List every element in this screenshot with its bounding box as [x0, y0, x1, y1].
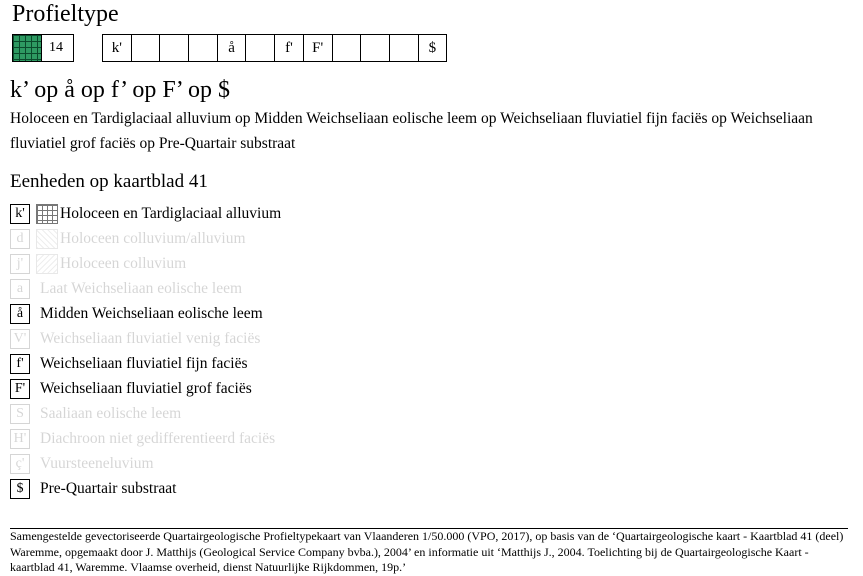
unit-symbol: d: [10, 229, 30, 249]
legend-item: [10, 301, 530, 326]
unit-symbol: F': [10, 379, 30, 399]
legend-item: [10, 351, 530, 376]
unit-label: Saaliaan eolische leem: [40, 404, 182, 422]
profile-sequence: [102, 34, 447, 62]
legend-item: [10, 226, 530, 251]
profile-description: Holoceen en Tardiglaciaal alluvium op Midden Weichseliaan eolische leem op Weichseliaan fluviatiel fijn faciës op Weichseliaan fluviatiel grof faciës op Pre-Quartair substraat: [10, 110, 813, 152]
unit-label: Laat Weichseliaan eolische leem: [40, 279, 243, 297]
sequence-cell: k': [102, 34, 132, 62]
unit-label: Holoceen en Tardiglaciaal alluvium: [60, 204, 282, 222]
unit-label: Holoceen colluvium/alluvium: [60, 229, 246, 247]
unit-label: Weichseliaan fluviatiel fijn faciës: [40, 354, 248, 372]
unit-label: Weichseliaan fluviatiel grof faciës: [40, 379, 252, 397]
profile-type-code: 14: [42, 34, 74, 62]
sequence-cell: [159, 34, 189, 62]
page-title: Profieltype: [12, 1, 119, 27]
unit-label: Holoceen colluvium: [60, 254, 187, 272]
unit-symbol: H': [10, 429, 30, 449]
unit-symbol: S: [10, 404, 30, 424]
sequence-cell: [360, 34, 390, 62]
hatch-pattern-icon: [36, 254, 58, 274]
sequence-cell: å: [217, 34, 247, 62]
legend-item: [10, 401, 530, 426]
hatch-pattern-icon: [36, 229, 58, 249]
sequence-cell: F': [303, 34, 333, 62]
legend-item: [10, 426, 530, 451]
legend-item: [10, 251, 530, 276]
units-legend: [10, 201, 530, 501]
legend-item: [10, 326, 530, 351]
unit-label: Midden Weichseliaan eolische leem: [40, 304, 263, 322]
unit-label: Vuursteeneluvium: [40, 454, 154, 472]
sequence-cell: [188, 34, 218, 62]
unit-symbol: ç': [10, 454, 30, 474]
legend-item: [10, 201, 530, 226]
unit-symbol: a: [10, 279, 30, 299]
sequence-cell: f': [274, 34, 304, 62]
legend-item: [10, 376, 530, 401]
unit-symbol: å: [10, 304, 30, 324]
unit-label: Weichseliaan fluviatiel venig faciës: [40, 329, 261, 347]
unit-symbol: $: [10, 479, 30, 499]
unit-symbol: V': [10, 329, 30, 349]
unit-label: Diachroon niet gedifferentieerd faciës: [40, 429, 276, 447]
unit-symbol: j': [10, 254, 30, 274]
sequence-cell: [389, 34, 419, 62]
legend-item: [10, 451, 530, 476]
legend-item: [10, 276, 530, 301]
profile-color-swatch: [12, 34, 42, 62]
sequence-cell: [332, 34, 362, 62]
sequence-cell: $: [418, 34, 448, 62]
grid-pattern-icon: [36, 204, 58, 224]
unit-symbol: f': [10, 354, 30, 374]
unit-symbol: k': [10, 204, 30, 224]
units-heading: Eenheden op kaartblad 41: [10, 171, 208, 192]
source-note: Samengestelde gevectoriseerde Quartairgeologische Profieltypekaart van Vlaanderen 1/50.000 (VPO, 2017), op basis van de ‘Quartairgeologische kaart - Kaartblad 41 (deel) Waremme, opgemaakt door J. Matthijs (Geological Service Company bvba.), 2004’ en informatie uit ‘Matthijs J., 2004. Toelichting bij de Quartairgeologische Kaart - kaartblad 41, Waremme. Vlaamse overheid, dienst Natuurlijke Rijkdommen, 19p.’: [10, 529, 844, 574]
sequence-cell: [245, 34, 275, 62]
legend-item: [10, 476, 530, 501]
profile-formula: k’ op å op f’ op F’ op $: [10, 77, 230, 103]
sequence-cell: [131, 34, 161, 62]
unit-label: Pre-Quartair substraat: [40, 479, 177, 497]
